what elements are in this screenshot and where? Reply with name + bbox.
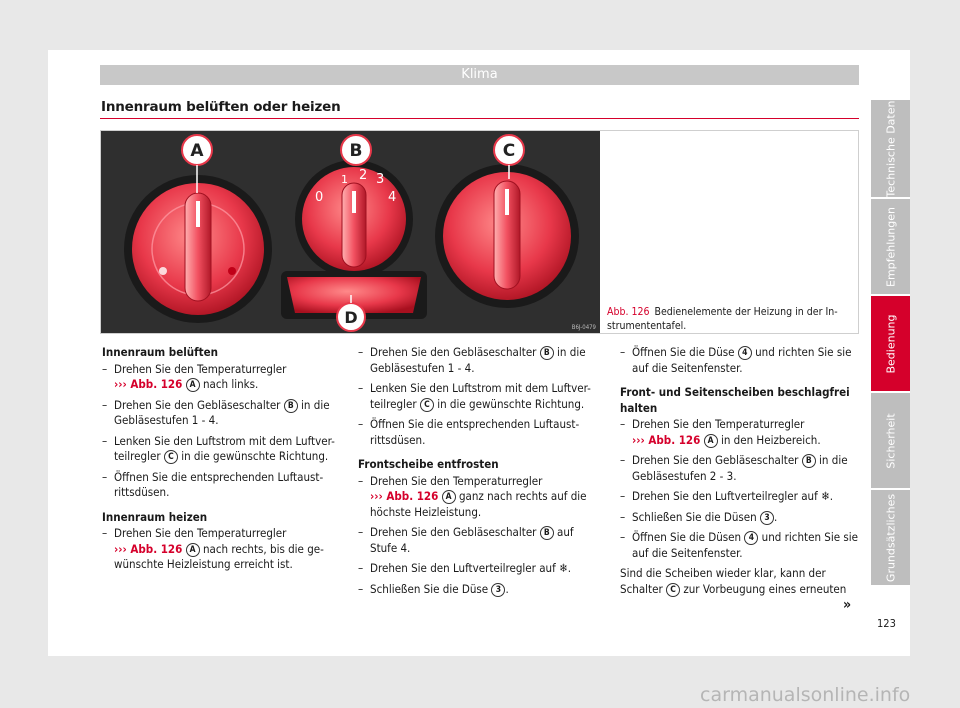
figure-caption-text: Bedienelemente der Heizung in der In-strumententafel.	[607, 306, 838, 332]
svg-text:D: D	[344, 308, 358, 327]
marker-a: A	[704, 434, 718, 448]
list-item: – Drehen Sie den Temperaturregler ››› Abb. 126 A in den Heizbereich.	[620, 417, 860, 448]
section-title: Innenraum belüften oder heizen	[101, 99, 341, 115]
marker-b: B	[540, 346, 554, 360]
chapter-header: Klima	[100, 65, 859, 85]
list-item: – Drehen Sie den Gebläseschalter B auf Stufe 4.	[358, 525, 598, 556]
list-item: – Drehen Sie den Temperaturregler ››› Abb. 126 A nach rechts, bis die ge- wünschte Heizleistung erreicht ist.	[102, 526, 342, 573]
column-1	[102, 345, 342, 578]
list-item: – Drehen Sie den Gebläseschalter B in die Gebläsestufen 1 - 4.	[358, 345, 598, 376]
list-item: – Lenken Sie den Luftstrom mit dem Luftver- teilregler C in die gewünschte Richtung.	[102, 434, 342, 465]
figure-caption-label: Abb. 126	[607, 306, 650, 318]
list-item: – Drehen Sie den Luftverteilregler auf ❄.	[358, 561, 598, 577]
list-item: – Schließen Sie die Düse 3 .	[358, 582, 598, 598]
dial-b-label-1: 1	[341, 173, 348, 186]
dial-b-label-3: 3	[376, 172, 385, 187]
heading-frontscheibe-entfrosten: Frontscheibe entfrosten	[358, 457, 499, 471]
heading-innenraum-belueften: Innenraum belüften	[102, 345, 218, 359]
marker-b: B	[540, 526, 554, 540]
list-item: – Öffnen Sie die entsprechenden Luftaust- rittsdüsen.	[358, 417, 598, 448]
marker-3: 3	[491, 583, 505, 597]
list-item: – Drehen Sie den Temperaturregler ››› Abb. 126 A nach links.	[102, 362, 342, 393]
dial-b-label-2: 2	[359, 168, 368, 183]
heading-innenraum-heizen: Innenraum heizen	[102, 509, 208, 524]
page-number: 123	[877, 617, 896, 630]
list-item: – Öffnen Sie die entsprechenden Luftaust- rittsdüsen.	[102, 470, 342, 501]
list-item: – Drehen Sie den Temperaturregler ››› Abb. 126 A ganz nach rechts auf die höchste Heizleistung.	[358, 474, 598, 521]
figure-ref-link[interactable]: ››› Abb. 126	[114, 377, 183, 391]
dial-b-label-4: 4	[388, 190, 397, 205]
marker-b: B	[284, 399, 298, 413]
heater-controls-drawing	[101, 131, 600, 333]
heading-scheiben-beschlagfrei: Front- und Seitenscheiben beschlagfrei halten	[620, 385, 850, 415]
list-item: – Drehen Sie den Luftverteilregler auf ❄.	[620, 489, 860, 505]
svg-text:A: A	[190, 141, 204, 161]
tab-bedienung[interactable]: Bedienung	[871, 296, 910, 391]
figure-ref-link[interactable]: ››› Abb. 126	[114, 541, 183, 556]
figure-caption	[607, 305, 857, 333]
marker-c: C	[420, 398, 434, 412]
marker-c: C	[164, 450, 178, 464]
list-item: – Öffnen Sie die Düse 4 und richten Sie sie auf die Seitenfenster.	[620, 345, 860, 376]
list-item: – Öffnen Sie die Düsen 4 und richten Sie sie auf die Seitenfenster.	[620, 530, 860, 561]
figure-code: B6J-0479	[571, 324, 596, 331]
tab-grundsaetzliches[interactable]: Grundsätzliches	[871, 490, 910, 585]
marker-a: A	[186, 543, 200, 557]
heater-controls-image	[101, 131, 600, 333]
marker-a: A	[186, 378, 200, 392]
title-rule	[100, 118, 859, 119]
marker-4: 4	[744, 531, 758, 545]
paragraph-continued: Sind die Scheiben wieder klar, kann der Schalter C zur Vorbeugung eines erneuten	[620, 566, 847, 596]
watermark: carmanualsonline.info	[700, 684, 911, 706]
list-item: – Drehen Sie den Gebläseschalter B in die Gebläsestufen 1 - 4.	[102, 398, 342, 429]
list-item: – Lenken Sie den Luftstrom mit dem Luftver- teilregler C in die gewünschte Richtung.	[358, 381, 598, 412]
svg-text:B: B	[349, 141, 363, 161]
windshield-defrost-icon: ❄	[559, 561, 568, 575]
windshield-defrost-icon: ❄	[821, 489, 830, 503]
figure-ref-link[interactable]: ››› Abb. 126	[370, 489, 439, 503]
list-item: – Drehen Sie den Gebläseschalter B in die Gebläsestufen 2 - 3.	[620, 453, 860, 484]
list-item: – Schließen Sie die Düsen 3 .	[620, 510, 860, 526]
marker-c: C	[666, 583, 680, 597]
figure-ref-link[interactable]: ››› Abb. 126	[632, 432, 701, 447]
continued-arrow-icon: »	[843, 597, 852, 613]
column-3	[620, 345, 860, 603]
dial-b-label-0: 0	[315, 190, 324, 205]
tab-empfehlungen[interactable]: Empfehlungen	[871, 199, 910, 294]
column-2	[358, 345, 598, 602]
svg-text:C: C	[502, 141, 516, 161]
figure-126	[100, 130, 859, 334]
marker-b: B	[802, 454, 816, 468]
tab-technische-daten[interactable]: Technische Daten	[871, 100, 910, 197]
marker-3: 3	[760, 511, 774, 525]
tab-sicherheit[interactable]: Sicherheit	[871, 393, 910, 488]
marker-4: 4	[738, 346, 752, 360]
marker-a: A	[442, 490, 456, 504]
callout-b	[341, 135, 371, 165]
